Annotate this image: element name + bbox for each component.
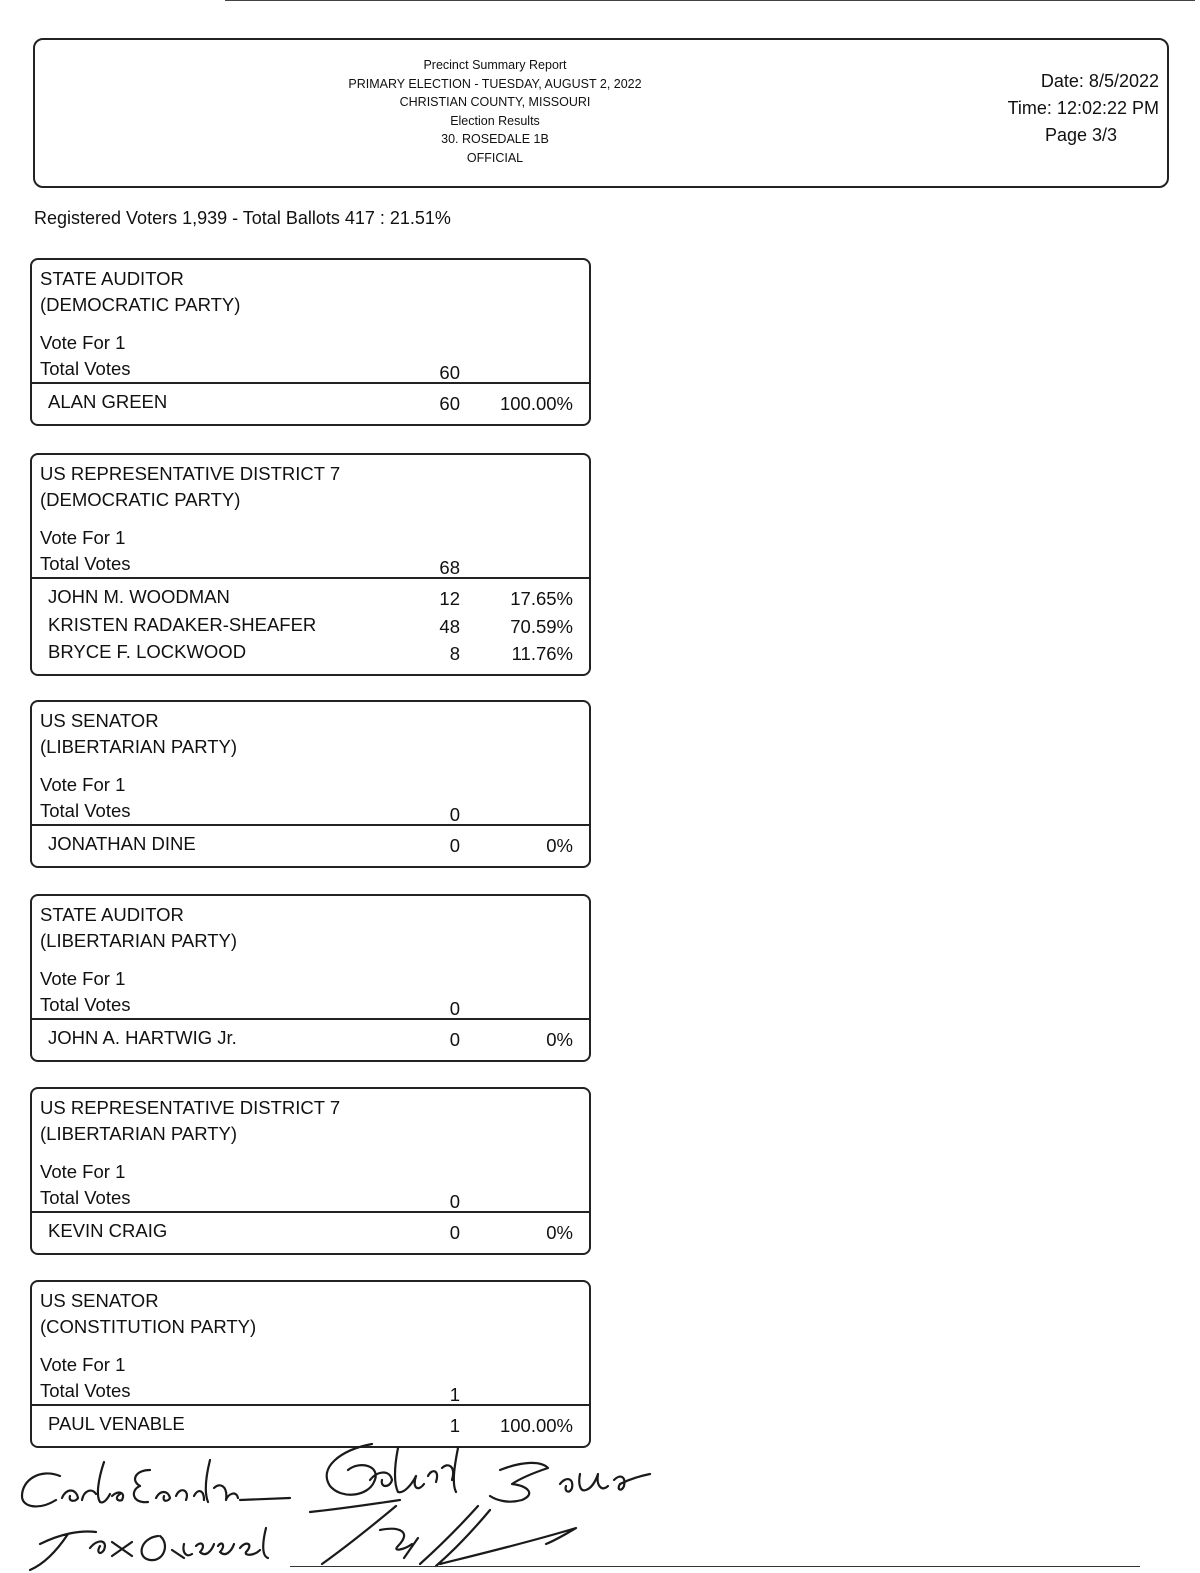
race-office: STATE AUDITOR — [40, 904, 184, 925]
candidate-votes: 0 — [449, 1222, 460, 1243]
race-party: (DEMOCRATIC PARTY) — [40, 294, 241, 315]
county-name: CHRISTIAN COUNTY, MISSOURI — [399, 95, 591, 109]
vote-for-label: Vote For 1 — [40, 774, 126, 795]
candidate-votes: 60 — [439, 393, 460, 414]
race-box — [30, 894, 591, 1062]
candidate-votes: 1 — [449, 1415, 460, 1436]
signature-5 — [322, 1506, 418, 1564]
race-office: US SENATOR — [40, 710, 159, 731]
results-label: Election Results — [450, 113, 540, 128]
turnout-summary: Registered Voters 1,939 - Total Ballots 417 : 21.51% — [34, 208, 451, 228]
total-votes-label: Total Votes — [40, 994, 131, 1015]
candidate-name: JOHN M. WOODMAN — [48, 586, 230, 607]
precinct-name: 30. ROSEDALE 1B — [441, 132, 549, 146]
candidate-percent: 17.65% — [510, 588, 573, 609]
candidate-percent: 100.00% — [499, 393, 573, 414]
candidate-row — [32, 611, 589, 639]
candidate-percent: 100.00% — [499, 1415, 573, 1436]
bottom-edge-line — [290, 1566, 1140, 1567]
candidate-votes: 12 — [439, 588, 460, 609]
vote-for-label: Vote For 1 — [40, 1354, 126, 1375]
candidate-votes: 0 — [449, 1029, 460, 1050]
candidate-percent: 0% — [546, 1029, 573, 1050]
candidate-row — [32, 830, 589, 858]
total-votes-value: 60 — [439, 362, 460, 383]
candidate-list — [32, 1018, 589, 1060]
candidate-votes: 48 — [439, 615, 460, 637]
signature-4 — [490, 1463, 650, 1502]
candidate-name: KEVIN CRAIG — [48, 1220, 168, 1241]
race-party: (LIBERTARIAN PARTY) — [40, 736, 238, 757]
candidate-list — [32, 1211, 589, 1253]
total-votes-value: 0 — [449, 1191, 460, 1212]
candidate-votes: 0 — [449, 835, 460, 856]
vote-for-label: Vote For 1 — [40, 527, 126, 548]
total-votes-label: Total Votes — [40, 1380, 131, 1401]
vote-for-label: Vote For 1 — [40, 968, 126, 989]
candidate-list — [32, 577, 589, 674]
candidate-name: KRISTEN RADAKER-SHEAFER — [48, 613, 317, 635]
candidate-row — [32, 1217, 589, 1245]
handwritten-signatures — [0, 1440, 700, 1573]
page-number: Page 3/3 — [1044, 125, 1117, 145]
race-party: (CONSTITUTION PARTY) — [40, 1316, 257, 1337]
candidate-name: PAUL VENABLE — [48, 1413, 185, 1434]
report-header-title-block — [285, 56, 705, 167]
race-box — [30, 258, 591, 426]
candidate-row — [32, 583, 589, 611]
total-votes-label: Total Votes — [40, 358, 131, 379]
candidate-name: BRYCE F. LOCKWOOD — [48, 641, 247, 662]
total-votes-row — [32, 798, 589, 824]
total-votes-label: Total Votes — [40, 1187, 131, 1208]
candidate-votes: 8 — [449, 643, 460, 664]
race-party: (LIBERTARIAN PARTY) — [40, 1123, 238, 1144]
total-votes-row — [32, 356, 589, 382]
total-votes-row — [32, 551, 589, 577]
total-votes-row — [32, 1378, 589, 1404]
vote-for-label: Vote For 1 — [40, 332, 126, 353]
total-votes-value: 0 — [449, 998, 460, 1019]
race-box — [30, 453, 591, 676]
candidate-row — [32, 1024, 589, 1052]
total-votes-value: 68 — [439, 557, 460, 578]
candidate-list — [32, 382, 589, 424]
candidate-percent: 0% — [546, 1222, 573, 1243]
report-meta — [1008, 68, 1159, 149]
race-party: (LIBERTARIAN PARTY) — [40, 930, 238, 951]
signature-3 — [310, 1444, 458, 1512]
candidate-name: JOHN A. HARTWIG Jr. — [48, 1027, 237, 1048]
candidate-name: ALAN GREEN — [48, 391, 168, 412]
total-votes-value: 1 — [449, 1384, 460, 1405]
candidate-percent: 70.59% — [510, 615, 573, 637]
candidate-row — [32, 638, 589, 666]
candidate-percent: 11.76% — [511, 643, 573, 664]
candidate-percent: 0% — [546, 835, 573, 856]
signature-2 — [30, 1528, 268, 1570]
race-office: US SENATOR — [40, 1290, 159, 1311]
election-name: PRIMARY ELECTION - TUESDAY, AUGUST 2, 2022 — [348, 76, 642, 91]
top-edge-line — [225, 0, 1195, 1]
race-office: STATE AUDITOR — [40, 268, 184, 289]
total-votes-label: Total Votes — [40, 553, 131, 574]
race-box — [30, 1280, 591, 1448]
total-votes-row — [32, 1185, 589, 1211]
official-status: OFFICIAL — [466, 150, 524, 165]
report-header — [33, 38, 1169, 188]
candidate-name: JONATHAN DINE — [48, 833, 196, 854]
signature-1 — [22, 1460, 290, 1506]
race-box — [30, 1087, 591, 1255]
candidate-row — [32, 1410, 589, 1438]
total-votes-row — [32, 992, 589, 1018]
candidate-row — [32, 388, 589, 416]
race-office: US REPRESENTATIVE DISTRICT 7 — [40, 463, 341, 484]
total-votes-label: Total Votes — [40, 800, 131, 821]
report-date: Date: 8/5/2022 — [1040, 71, 1159, 91]
report-title: Precinct Summary Report — [423, 58, 567, 72]
signature-6 — [420, 1506, 576, 1566]
race-party: (DEMOCRATIC PARTY) — [40, 489, 241, 510]
race-office: US REPRESENTATIVE DISTRICT 7 — [40, 1097, 341, 1118]
vote-for-label: Vote For 1 — [40, 1161, 126, 1182]
total-votes-value: 0 — [449, 804, 460, 825]
report-time: Time: 12:02:22 PM — [1007, 98, 1159, 118]
candidate-list — [32, 824, 589, 866]
race-box — [30, 700, 591, 868]
